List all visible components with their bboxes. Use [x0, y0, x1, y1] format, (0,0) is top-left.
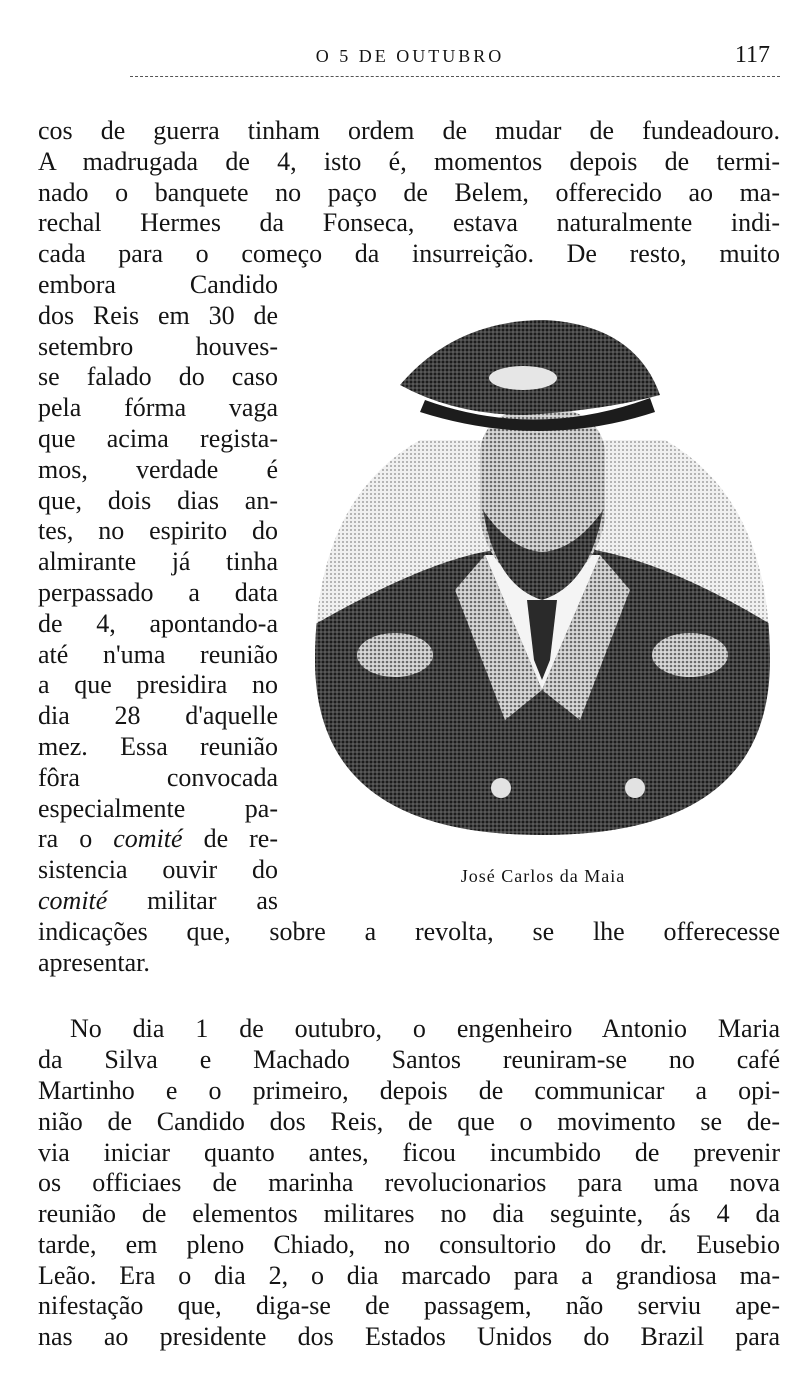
text-line: especialmente pa- [38, 793, 278, 823]
text-line: Leão. Era o dia 2, o dia marcado para a grandiosa ma- [38, 1260, 780, 1290]
militar-line-suffix: militar as [147, 885, 278, 915]
text-line: embora Candido [38, 269, 278, 299]
text-line: Martinho e o primeiro, depois de communicar a opi- [38, 1075, 780, 1105]
text-line: até n'uma reunião [38, 639, 278, 669]
comite-word: comité [113, 824, 183, 854]
text-line: da Silva e Machado Santos reuniram-se no café [38, 1045, 780, 1075]
page-header [40, 40, 780, 80]
text-line: indicações que, sobre a revolta, se lhe offerecesse [38, 916, 780, 946]
text-line: cada para o começo da insurreição. De resto, muito [38, 239, 780, 269]
text-line: dos Reis em 30 de [38, 300, 278, 330]
running-head: O 5 DE OUTUBRO [315, 46, 505, 66]
text-line: A madrugada de 4, isto é, momentos depois de termi- [38, 146, 780, 176]
text-line: via iniciar quanto antes, ficou incumbido de prevenir [38, 1137, 780, 1167]
text-line: dia 28 d'aquelle [38, 701, 278, 731]
portrait-figure [305, 300, 780, 860]
text-line: que, dois dias an- [38, 485, 278, 515]
text-line: mez. Essa reunião [38, 731, 278, 761]
header-rule [130, 76, 780, 77]
text-line: nas ao presidente dos Estados Unidos do Brazil para [38, 1322, 780, 1352]
text-line: setembro houves- [38, 331, 278, 361]
text-line: nião de Candido dos Reis, de que o movimento se de- [38, 1106, 780, 1136]
text-line: sistencia ouvir do [38, 855, 278, 885]
portrait-image [305, 300, 780, 840]
text-line: nifestação que, diga-se de passagem, não serviu ape- [38, 1291, 780, 1321]
comite-line-prefix: ra o [38, 824, 93, 854]
text-line: almirante já tinha [38, 547, 278, 577]
text-line: reunião de elementos militares no dia seguinte, ás 4 da [38, 1199, 780, 1229]
figure-caption: José Carlos da Maia [460, 866, 626, 886]
text-line: nado o banquete no paço de Belem, offerecido ao ma- [38, 177, 780, 207]
text-line [38, 886, 278, 917]
text-line: mos, verdade é [38, 454, 278, 484]
text-line: perpassado a data [38, 577, 278, 607]
text-line [38, 824, 278, 855]
text-line: de 4, apontando-a [38, 608, 278, 638]
text-line: os officiaes de marinha revolucionarios para uma nova [38, 1168, 780, 1198]
text-line: rechal Hermes da Fonseca, estava naturalmente indi- [38, 208, 780, 238]
text-line: pela fórma vaga [38, 393, 278, 423]
paragraph-gap [38, 978, 780, 1014]
comite-word: comité [38, 885, 108, 915]
text-line: fôra convocada [38, 762, 278, 792]
text-line: tarde, em pleno Chiado, no consultorio do dr. Eusebio [38, 1229, 780, 1259]
text-line: No dia 1 de outubro, o engenheiro Antonio Maria [70, 1014, 780, 1044]
text-line: cos de guerra tinham ordem de mudar de fundeadouro. [38, 116, 780, 145]
page-number: 117 [734, 42, 770, 68]
text-line: que acima regista- [38, 423, 278, 453]
text-line: tes, no espirito do [38, 516, 278, 546]
text-line: a que presidira no [38, 670, 278, 700]
text-line: se falado do caso [38, 362, 278, 392]
text-line: apresentar. [38, 947, 150, 977]
comite-line-suffix: de re- [203, 824, 278, 854]
